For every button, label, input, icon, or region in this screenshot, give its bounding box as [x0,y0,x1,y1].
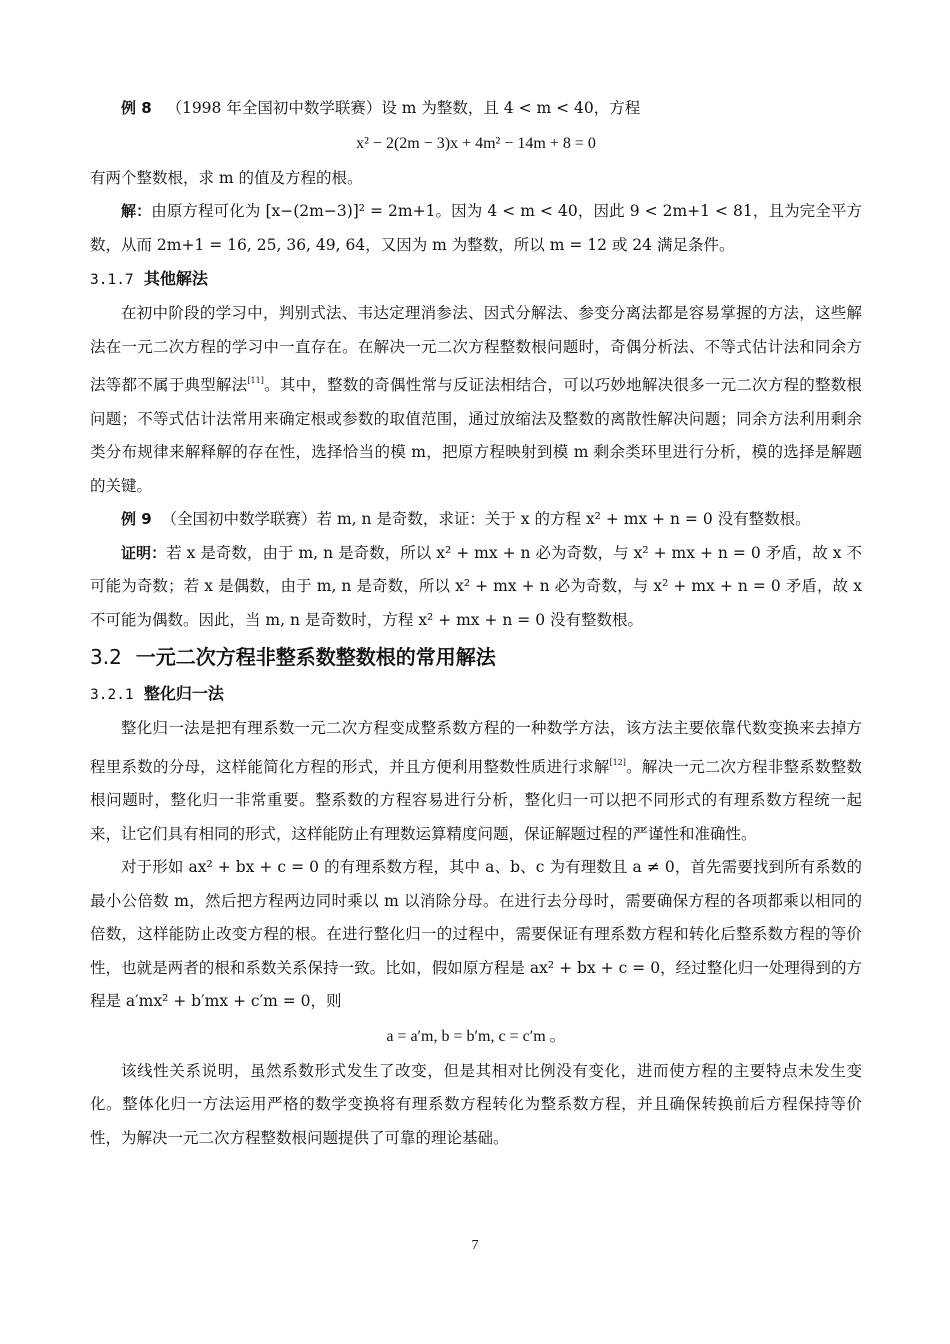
section-title: 其他解法 [143,269,208,288]
citation: [11] [247,376,264,385]
proof-text: 若 x 是奇数，由于 m, n 是奇数，所以 x² + mx + n 必为奇数，与 x² + mx + n = 0 矛盾，故 x 不可能为奇数；若 x 是偶数，由于 m, n 是奇数，所以 x² + mx + n 必为奇数，与 x² + mx + n = 0 矛盾，故 x 不可能为偶数。因此，当 m, n 是奇数时，方程 x² + mx + n = 0 没有整数根。 [90,543,862,629]
proof-label: 证明： [121,543,167,562]
section-title: 一元二次方程非整系数整数根的常用解法 [135,645,496,669]
paragraph-text: 。解决一元二次方程非整系数整数根问题时，整化归一非常重要。整系数的方程容易进行分析，整化归一可以把不同形式的有理系数方程统一起来，让它们具有相同的形式，这样能防止有理数运算精度问题，保证解题过程的严谨性和准确性。 [90,757,862,843]
paragraph: 该线性关系说明，虽然系数形式发生了改变，但是其相对比例没有变化，进而使方程的主要特点未发生变化。整体化归一方法运用严格的数学变换将有理系数方程转化为整系数方程，并且确保转换前后方程保持等价性，为解决一元二次方程整数根问题提供了可靠的理论基础。 [90,1061,862,1147]
section-heading-3-2 [90,637,862,677]
section-heading-3-2-1 [90,677,862,712]
solution-text: 由原方程可化为 [x−(2m−3)]² = 2m+1。因为 4 < m < 40，因此 9 < 2m+1 < 81，且为完全平方数，从而 2m+1 = 16, 25, 36, 49, 64，又因为 m 为整数，所以 m = 12 或 24 满足条件。 [90,202,862,254]
equation: x² − 2(2m − 3)x + 4m² − 14m + 8 = 0 [356,134,596,152]
section-number: 3.2.1 [90,687,134,703]
example-9-statement [90,503,862,537]
example-8-continuation: 有两个整数根，求 m 的值及方程的根。 [90,168,363,187]
paragraph [90,712,862,851]
solution-label: 解： [121,202,152,220]
example-text: （1998 年全国初中数学联赛）设 m 为整数，且 4 < m < 40，方程 [166,99,641,117]
section-number: 3.1.7 [90,272,134,288]
paragraph-text: 在初中阶段的学习中，判别式法、韦达定理消参法、因式分解法、参变分离法都是容易掌握的方法，这些解法在一元二次方程的学习中一直存在。在解决一元二次方程整数根问题时，奇偶分析法、不等式估计法和同余方法等都不属于典型解法 [90,304,862,394]
paragraph-text: 整化归一法是把有理系数一元二次方程变成整系数方程的一种数学方法，该方法主要依靠代数变换来去掉方程里系数的分母，这样能简化方程的形式，并且方便利用整数性质进行求解 [90,719,862,776]
example-label: 例 9 [121,510,152,528]
paragraph-text: 。其中，整数的奇偶性常与反证法相结合，可以巧妙地解决很多一元二次方程的整数根问题；不等式估计法常用来确定根或参数的取值范围，通过放缩法及整数的离散性解决问题；同余方法利用剩余类分布规律来解释解的存在性，选择恰当的模 m，把原方程映射到模 m 剩余类环里进行分析，模的选择是解题的关键。 [90,376,862,495]
page-content [90,92,862,1155]
solution [90,195,862,262]
paragraph [90,297,862,503]
example-8-statement [90,92,862,126]
section-number: 3.2 [90,645,122,669]
paragraph: 对于形如 ax² + bx + c = 0 的有理系数方程，其中 a、b、c 为有理数且 a ≠ 0，首先需要找到所有系数的最小公倍数 m，然后把方程两边同时乘以 m 以消除分母。在进行去分母时，需要确保方程的各项都乘以相同的倍数，这样能防止改变方程的根。在进行整化归一的过程中，需要保证有理系数方程和转化后整系数方程的等价性，也就是两者的根和系数关系保持一致。比如，假如原方程是 ax² + bx + c = 0，经过整化归一处理得到的方程是 a′mx² + b′mx + c′m = 0，则 [90,858,862,1010]
equation: a = a′m, b = b′m, c = c′m 。 [386,1027,566,1045]
section-heading-3-1-7 [90,262,862,297]
section-title: 整化归一法 [143,684,224,703]
citation: [12] [609,757,626,767]
example-text: （全国初中数学联赛）若 m, n 是奇数，求证：关于 x 的方程 x² + mx + n = 0 没有整数根。 [161,510,811,528]
page-number: 7 [471,1238,479,1253]
example-label: 例 8 [121,99,152,117]
proof [90,537,862,638]
